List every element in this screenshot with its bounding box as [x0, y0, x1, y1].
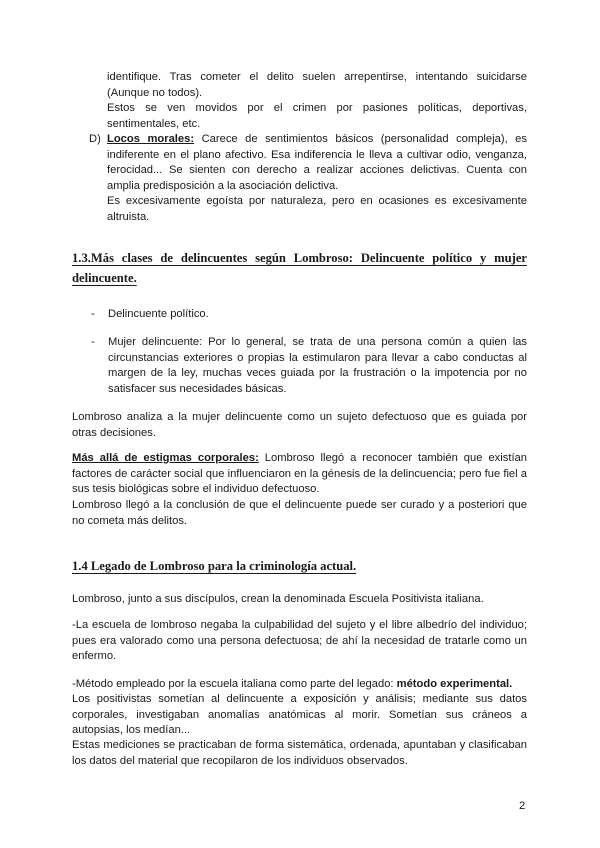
- section-heading-1-3: 1.3.Más clases de delincuentes según Lombroso: Delincuente político y mujer delincuente.: [72, 251, 527, 285]
- paragraph-metodo: [72, 677, 527, 693]
- list-item-d-text: Carece de sentimientos básicos (personalidad compleja), es indiferente en el plano afectivo. Esa indiferencia le lleva a cultivar odio, venganza, ferocidad... Se sienten con derecho a realizar acciones delictivas. Cuenta con amplia predisposición a la asociación delictiva.: [107, 133, 527, 192]
- continuation-text-1: identifique. Tras cometer el delito suelen arrepentirse, intentando suicidarse (Aunque no todos).: [107, 71, 527, 99]
- paragraph-estigmas: [72, 451, 527, 498]
- list-item-d-term: Locos morales:: [107, 133, 195, 145]
- list-item-d: [107, 132, 527, 194]
- paragraph-estigmas-title: Más allá de estigmas corporales:: [72, 452, 259, 464]
- bullet-item-mujer: Mujer delincuente: Por lo general, se trata de una persona común a quien las circunstancias exteriores o propias la estimularon para llevar a cabo conductas al margen de la ley, muchas veces guiada por la frustración o la impotencia por no satisfacer sus necesidades básicas.: [108, 336, 527, 395]
- section-heading-1-4: 1.4 Legado de Lombroso para la criminología actual.: [72, 559, 357, 573]
- paragraph-mediciones: Estas mediciones se practicaban de forma sistemática, ordenada, apuntaban y clasificaban los datos del material que recopilaron de los individuos observados.: [72, 739, 527, 767]
- paragraph-metodo-bold: método experimental.: [396, 678, 513, 690]
- paragraph-culpabilidad: -La escuela de lombroso negaba la culpabilidad del sujeto y el libre albedrío del individuo; pues era valorado como una persona defectuosa; de ahí la necesidad de tratarle como un enfermo.: [72, 619, 527, 663]
- continuation-text-2: Estos se ven movidos por el crimen por pasiones políticas, deportivas, sentimentales, etc.: [107, 102, 527, 130]
- bullet-marker-2: -: [91, 336, 95, 348]
- page-number: 2: [519, 800, 526, 812]
- paragraph-positivistas: Los positivistas sometían al delincuente a exposición y análisis; mediante sus datos corporales, investigaban anomalías anatómicas al morir. Sometían sus cráneos a autopsias, los medían...: [72, 693, 527, 737]
- paragraph-conclusion: Lombroso llegó a la conclusión de que el delincuente puede ser curado y a posteriori que no cometa más delitos.: [72, 499, 527, 527]
- list-item-d-extra: Es excesivamente egoísta por naturaleza, pero en ocasiones es excesivamente altruista.: [107, 195, 527, 223]
- bullet-marker-1: -: [91, 308, 95, 320]
- paragraph-escuela-positivista: Lombroso, junto a sus discípulos, crean la denominada Escuela Positivista italiana.: [72, 593, 484, 605]
- paragraph-metodo-text: -Método empleado por la escuela italiana como parte del legado:: [72, 678, 397, 690]
- list-marker-d: D): [89, 133, 101, 145]
- paragraph-estigmas-text: Lombroso llegó a reconocer también que existían factores de carácter social que influenciaron en la génesis de la delincuencia; pero fue fiel a sus tesis biológicas sobre el individuo defectuoso.: [72, 452, 527, 496]
- paragraph-lombroso-mujer: Lombroso analiza a la mujer delincuente como un sujeto defectuoso que es guiada por otras decisiones.: [72, 411, 527, 439]
- bullet-item-politico: Delincuente político.: [108, 308, 209, 320]
